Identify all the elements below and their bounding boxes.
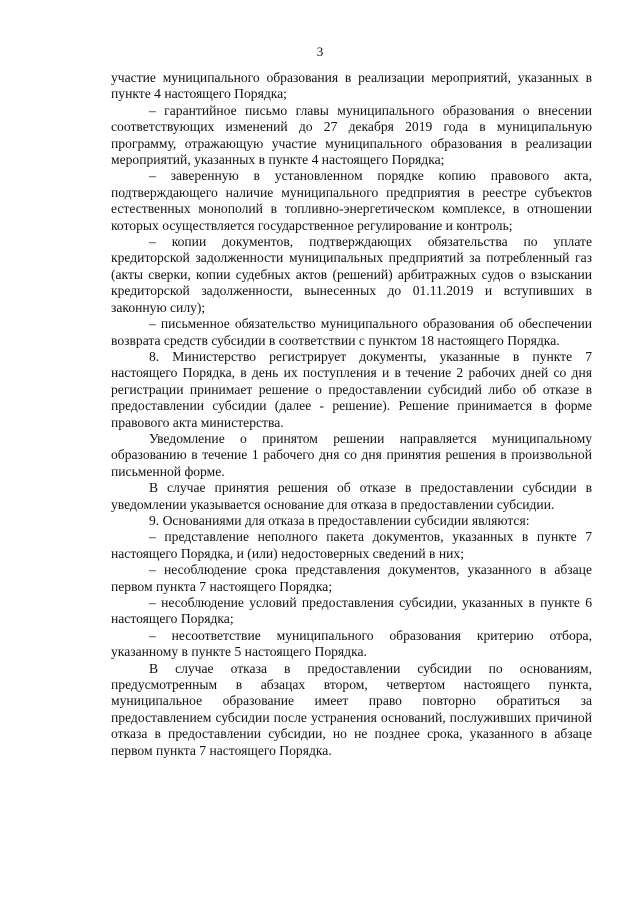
list-item-criterion-mismatch: – несоответствие муниципального образования критерию отбора, указанному в пункте 5 настоящего Порядка. (111, 627, 592, 660)
list-item-deadline-violation: – несоблюдение срока представления документов, указанного в абзаце первом пункта 7 настоящего Порядка; (111, 562, 592, 594)
list-item-guarantee-letter: – гарантийное письмо главы муниципального образования о внесении соответствующих изменений до 27 декабря 2019 года в муниципальную программу, отражающую участие муниципального образования в реализации мероприятий, указанных в пункте 4 настоящего Порядка; (111, 102, 592, 168)
paragraph-notification: Уведомление о принятом решении направляется муниципальному образованию в течение 1 рабочего дня со дня принятия решения в произвольной письменной форме. (111, 430, 592, 479)
paragraph-clause-8: 8. Министерство регистрирует документы, указанные в пункте 7 настоящего Порядка, в день их поступления и в течение 2 рабочих дней со дня регистрации принимает решение о предоставлении субсидий либо об отказе в предоставлении субсидии (далее - решение). Решение принимается в форме правового акта министерства. (111, 348, 592, 430)
paragraph-repeat-application: В случае отказа в предоставлении субсидии по основаниям, предусмотренным в абзацах втором, четвертом настоящего пункта, муниципальное образование имеет право повторно обратиться за предоставлением субсидии после устранения оснований, послуживших причиной отказа в предоставлении субсидии, но не позднее срока, указанного в абзаце первом пункта 7 настоящего Порядка. (111, 660, 592, 758)
list-item-incomplete-package: – представление неполного пакета документов, указанных в пункте 7 настоящего Порядка, и (или) недостоверных сведений в них; (111, 529, 592, 561)
list-item-document-copies: – копии документов, подтверждающих обязательства по уплате кредиторской задолженности муниципальных предприятий за потребленный газ (акты сверки, копии судебных актов (решений) арбитражных судов о взыскании кредиторской задолженности, вынесенных до 01.11.2019 и вступивших в законную силу); (111, 234, 592, 315)
document-body (111, 70, 592, 759)
paragraph-refusal-reason: В случае принятия решения об отказе в предоставлении субсидии в уведомлении указывается основание для отказа в предоставлении субсидии. (111, 480, 592, 512)
list-item-written-obligation: – письменное обязательство муниципального образования об обеспечении возврата средств субсидии в соответствии с пунктом 18 настоящего Порядка. (111, 316, 592, 348)
page-number: 3 (316, 44, 324, 59)
paragraph-continuation: участие муниципального образования в реализации мероприятий, указанных в пункте 4 настоящего Порядка; (111, 70, 592, 102)
paragraph-clause-9: 9. Основаниями для отказа в предоставлении субсидии являются: (149, 512, 530, 528)
list-item-conditions-violation: – несоблюдение условий предоставления субсидии, указанных в пункте 6 настоящего Порядка; (111, 595, 592, 627)
list-item-legal-act-copy: – заверенную в установленном порядке копию правового акта, подтверждающего наличие муниципального предприятия в реестре субъектов естественных монополий в топливно-энергетическом комплексе, в отношении которых осуществляется государственное регулирование и контроль; (111, 168, 592, 233)
